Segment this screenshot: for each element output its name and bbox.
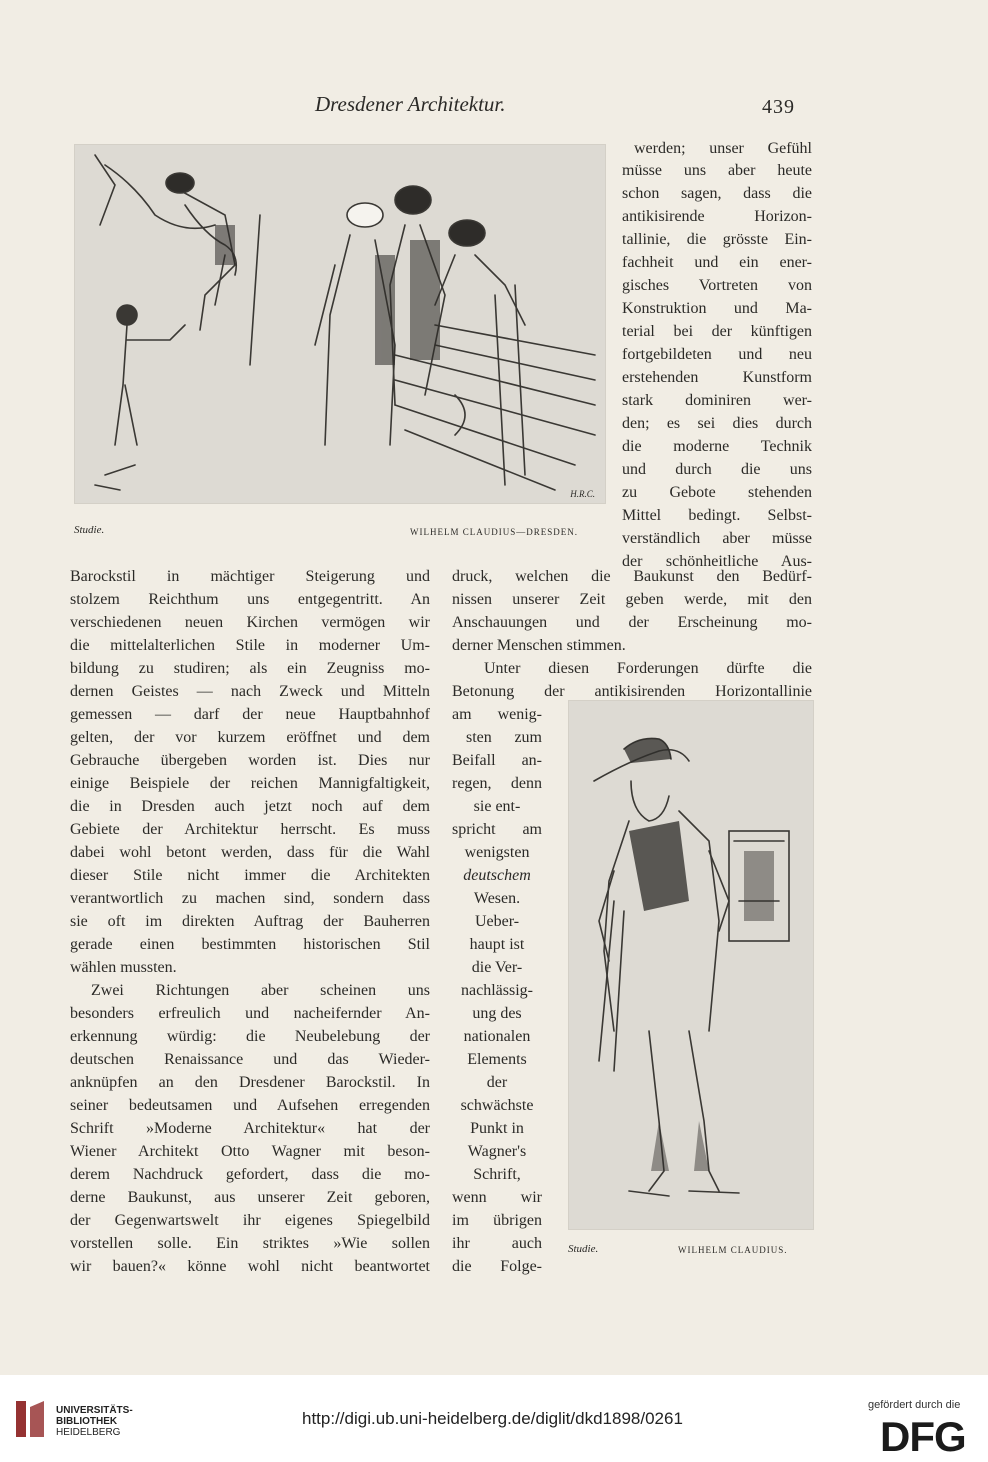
library-logo-icon xyxy=(12,1397,48,1441)
text-line: wir bauen?« könne wohl nicht beantwortet xyxy=(70,1258,430,1275)
text-line: dieser Stile nicht immer die Architekten xyxy=(70,867,430,884)
text-line: Wesen. xyxy=(473,890,521,907)
text-line: Wiener Architekt Otto Wagner mit beson- xyxy=(70,1143,430,1160)
text-line: bildung zu studiren; als ein Zeugniss mo- xyxy=(70,660,430,677)
text-line: ihr auch xyxy=(452,1235,542,1252)
text-line: spricht am xyxy=(452,821,542,838)
funding-note: gefördert durch die xyxy=(868,1399,961,1411)
text-line: dernen Geistes — nach Zweck und Mitteln xyxy=(70,683,430,700)
caption-right-right: WILHELM CLAUDIUS. xyxy=(678,1245,788,1255)
text-line: verschiedenen neuen Kirchen vermögen wir xyxy=(70,614,430,631)
text-line: die moderne Technik xyxy=(622,438,812,455)
text-line: tallinie, die grösste Ein- xyxy=(622,231,812,248)
text-line: regen, denn xyxy=(452,775,542,792)
text-line: Punkt in xyxy=(470,1120,524,1137)
dfg-logo: DFG xyxy=(880,1413,966,1460)
sketch-drawing xyxy=(569,701,813,1229)
footer-band xyxy=(0,1375,988,1462)
text-line: fortgebildeten und neu xyxy=(622,346,812,363)
text-line: verantwortlich zu machen sind, sondern dass xyxy=(70,890,430,907)
text-line: Wagner's xyxy=(467,1143,527,1160)
text-line: gerade einen bestimmten historischen Stil xyxy=(70,936,430,953)
text-line: am wenig- xyxy=(452,706,542,723)
text-line: und durch die uns xyxy=(622,461,812,478)
text-line: sten zum xyxy=(466,729,542,746)
text-line: Unter diesen Forderungen dürfte die xyxy=(484,660,812,677)
text-line: nissen unserer Zeit geben werde, mit den xyxy=(452,591,812,608)
text-line: Betonung der antikisirenden Horizontallinie xyxy=(452,683,812,700)
text-line: die in Dresden auch jetzt noch auf dem xyxy=(70,798,430,815)
text-line: nachlässig- xyxy=(461,982,533,999)
text-line: Gebrauche übergeben worden ist. Dies nur xyxy=(70,752,430,769)
text-line: stolzem Reichthum uns entgegentritt. An xyxy=(70,591,430,608)
text-line: Schrift, xyxy=(473,1166,521,1183)
caption-right-left: Studie. xyxy=(568,1243,599,1255)
text-line: Mittel bedingt. Selbst- xyxy=(622,507,812,524)
page-number: 439 xyxy=(762,96,795,118)
permalink-url[interactable]: http://digi.ub.uni-heidelberg.de/diglit/dkd1898/0261 xyxy=(302,1409,683,1428)
sketch-drawing xyxy=(75,145,605,503)
text-line: stark dominiren wer- xyxy=(622,392,812,409)
library-line-3: HEIDELBERG xyxy=(56,1427,121,1438)
text-line: Anschauungen und der Erscheinung mo- xyxy=(452,614,812,631)
text-line: wählen mussten. xyxy=(70,959,177,976)
text-line: einige Beispiele der reichen Mannigfaltigkeit, xyxy=(70,775,430,792)
text-line: die Ver- xyxy=(471,959,523,976)
text-line: Barockstil in mächtiger Steigerung und xyxy=(70,568,430,585)
text-line: derne Baukunst, aus unserer Zeit geboren, xyxy=(70,1189,430,1206)
text-line: derem Nachdruck gefordert, dass die mo- xyxy=(70,1166,430,1183)
text-line: der Gegenwartswelt ihr eigenes Spiegelbild xyxy=(70,1212,430,1229)
text-line: Elements xyxy=(467,1051,527,1068)
text-line: deutschen Renaissance und das Wieder- xyxy=(70,1051,430,1068)
text-line: sie ent- xyxy=(473,798,521,815)
running-title: Dresdener Architektur. xyxy=(315,92,506,116)
text-line: schwächste xyxy=(460,1097,534,1114)
text-line-italic: deutschem xyxy=(463,867,531,884)
figure-study-wanderer xyxy=(568,700,814,1230)
artist-monogram: H.R.C. xyxy=(570,489,595,499)
text-line: den; es sei dies durch xyxy=(622,415,812,432)
text-line: werden; unser Gefühl xyxy=(634,140,812,157)
text-line: verständlich aber müsse xyxy=(622,530,812,547)
text-line: besonders erfreulich und nacheifernder An- xyxy=(70,1005,430,1022)
text-line: dabei wohl betont werden, dass für die Wahl xyxy=(70,844,430,861)
text-line: haupt ist xyxy=(469,936,525,953)
text-line: wenigsten xyxy=(464,844,530,861)
text-line: Schrift »Moderne Architektur« hat der xyxy=(70,1120,430,1137)
text-line: Beifall an- xyxy=(452,752,542,769)
text-line: gelten, der vor kurzem eröffnet und dem xyxy=(70,729,430,746)
text-line: fachheit und ein ener- xyxy=(622,254,812,271)
text-line: vorstellen solle. Ein striktes »Wie sollen xyxy=(70,1235,430,1252)
figure-study-climbers xyxy=(74,144,606,504)
text-line: wenn wir xyxy=(452,1189,542,1206)
text-line: die mittelalterlichen Stile in moderner Um- xyxy=(70,637,430,654)
text-line: nationalen xyxy=(463,1028,531,1045)
text-line: terial bei der künftigen xyxy=(622,323,812,340)
text-line: der schönheitliche Aus- xyxy=(622,553,812,570)
text-line: Ueber- xyxy=(474,913,520,930)
text-line: gemessen — darf der neue Hauptbahnhof xyxy=(70,706,430,723)
library-name xyxy=(56,1405,133,1438)
text-line: Zwei Richtungen aber scheinen uns xyxy=(91,982,430,999)
caption-top-left: Studie. xyxy=(74,524,105,536)
text-line: seiner bedeutsamen und Aufsehen erregenden xyxy=(70,1097,430,1114)
text-line: druck, welchen die Baukunst den Bedürf- xyxy=(452,568,812,585)
text-line: gisches Vortreten von xyxy=(622,277,812,294)
text-line: erkennung würdig: die Neubelebung der xyxy=(70,1028,430,1045)
text-line: Gebiete der Architektur herrscht. Es muss xyxy=(70,821,430,838)
library-line-1: UNIVERSITÄTS- xyxy=(56,1405,133,1416)
text-line: zu Gebote stehenden xyxy=(622,484,812,501)
text-line: anknüpfen an den Dresdener Barockstil. In xyxy=(70,1074,430,1091)
text-line: erstehenden Kunstform xyxy=(622,369,812,386)
text-line: sie oft im direkten Auftrag der Bauherren xyxy=(70,913,430,930)
text-line: Konstruktion und Ma- xyxy=(622,300,812,317)
text-line: antikisirende Horizon- xyxy=(622,208,812,225)
caption-top-right: WILHELM CLAUDIUS—DRESDEN. xyxy=(410,527,578,537)
text-line: im übrigen xyxy=(452,1212,542,1229)
text-line: die Folge- xyxy=(452,1258,542,1275)
text-line: ung des xyxy=(472,1005,522,1022)
text-line: müsse uns aber heute xyxy=(622,162,812,179)
text-line: der xyxy=(486,1074,508,1091)
text-line: schon sagen, dass die xyxy=(622,185,812,202)
text-line: derner Menschen stimmen. xyxy=(452,637,626,654)
library-line-2: BIBLIOTHEK xyxy=(56,1416,118,1427)
